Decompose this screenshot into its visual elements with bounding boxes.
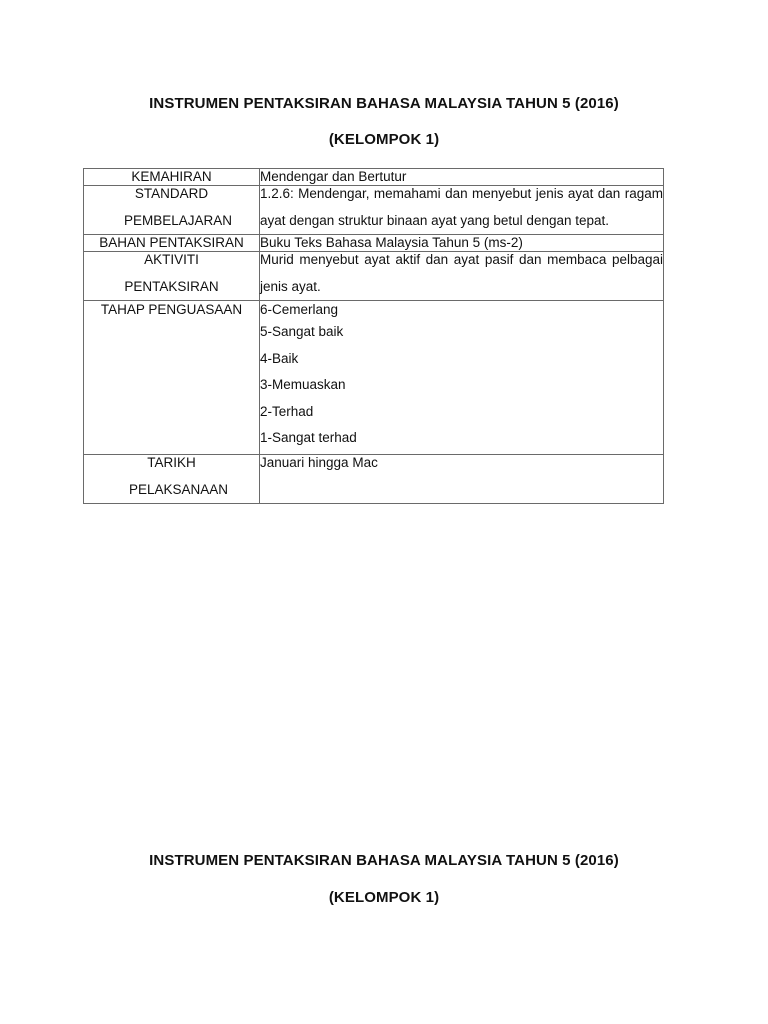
level-item: 6-Cemerlang: [260, 302, 339, 317]
row-value: Buku Teks Bahasa Malaysia Tahun 5 (ms-2): [260, 235, 664, 252]
row-label-text: STANDARD PEMBELAJARAN: [124, 186, 233, 228]
page-title: INSTRUMEN PENTAKSIRAN BAHASA MALAYSIA TAHUN 5 (2016): [149, 95, 619, 112]
level-item: 3-Memuaskan: [260, 377, 346, 393]
row-label: TAHAP PENGUASAAN: [84, 301, 260, 455]
level-item: 1-Sangat terhad: [260, 430, 357, 446]
level-item: 4-Baik: [260, 350, 299, 366]
table-row-tahap-penguasaan: [84, 301, 664, 455]
row-label: [84, 252, 260, 301]
row-value: [260, 252, 664, 301]
table-row-standard-pembelajaran: [84, 186, 664, 235]
level-item: 2-Terhad: [260, 403, 314, 419]
row-label: [84, 454, 260, 503]
row-label: [84, 186, 260, 235]
row-value: [260, 301, 664, 455]
row-value-text: Januari hingga Mac: [260, 454, 378, 470]
row-value: [260, 186, 664, 235]
row-label: KEMAHIRAN: [84, 169, 260, 186]
section-subtitle: (KELOMPOK 1): [328, 889, 440, 906]
row-value-text: 1.2.6: Mendengar, memahami dan menyebut jenis ayat dan ragam ayat dengan struktur binaan ayat yang betul dengan tepat.: [260, 186, 663, 228]
level-list: [260, 301, 663, 452]
page-subtitle: (KELOMPOK 1): [328, 131, 440, 148]
row-value-text: Murid menyebut ayat aktif dan ayat pasif dan membaca pelbagai jenis ayat.: [260, 252, 663, 294]
table-row-aktiviti-pentaksiran: [84, 252, 664, 301]
row-value: Mendengar dan Bertutur: [260, 169, 664, 186]
row-label: BAHAN PENTAKSIRAN: [84, 235, 260, 252]
assessment-table: [83, 168, 664, 504]
level-item: 5-Sangat baik: [260, 324, 344, 339]
row-value: [260, 454, 664, 503]
row-label-text: TARIKH PELAKSANAAN: [129, 454, 229, 497]
table-row-tarikh-pelaksanaan: [84, 454, 664, 503]
row-label-text: AKTIVITI PENTAKSIRAN: [124, 252, 219, 294]
section-title: INSTRUMEN PENTAKSIRAN BAHASA MALAYSIA TAHUN 5 (2016): [149, 852, 619, 869]
